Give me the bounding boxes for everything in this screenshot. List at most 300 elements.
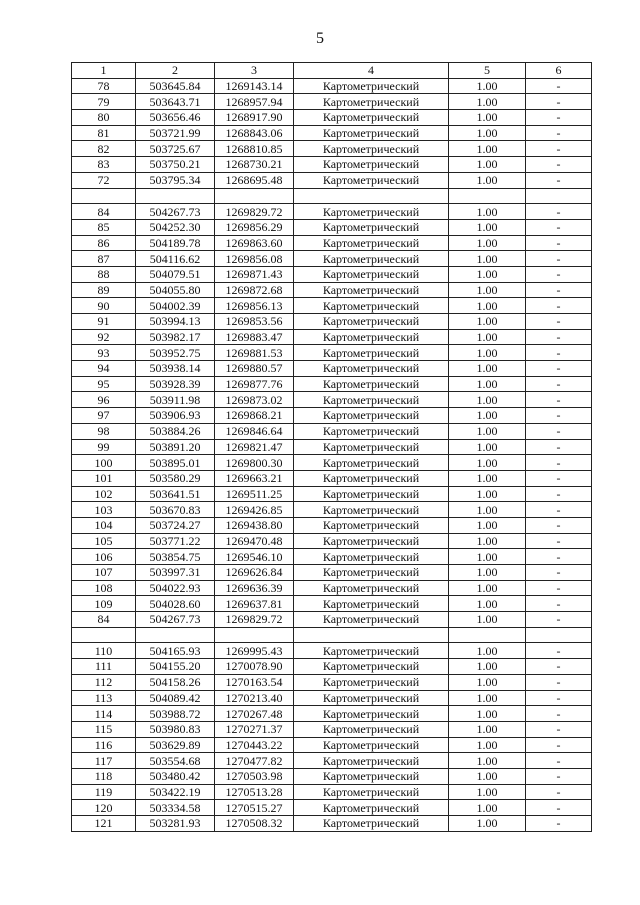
- accuracy-cell: 1.00: [449, 721, 526, 737]
- method-cell: Картометрический: [294, 470, 449, 486]
- point-number-cell: 100: [72, 455, 136, 471]
- table-row: [72, 517, 592, 533]
- accuracy-cell: 1.00: [449, 345, 526, 361]
- accuracy-cell: 1.00: [449, 533, 526, 549]
- x-coordinate-cell: 503952.75: [136, 345, 215, 361]
- table-row: [72, 251, 592, 267]
- y-coordinate-cell: 1269995.43: [215, 643, 294, 659]
- accuracy-cell: 1.00: [449, 251, 526, 267]
- y-coordinate-cell: 1269800.30: [215, 455, 294, 471]
- accuracy-cell: 1.00: [449, 376, 526, 392]
- method-cell: Картометрический: [294, 549, 449, 565]
- point-number-cell: 90: [72, 298, 136, 314]
- y-coordinate-cell: [215, 627, 294, 643]
- table-row: [72, 439, 592, 455]
- y-coordinate-cell: 1269856.29: [215, 219, 294, 235]
- y-coordinate-cell: 1270515.27: [215, 800, 294, 816]
- y-coordinate-cell: 1270513.28: [215, 784, 294, 800]
- x-coordinate-cell: 503906.93: [136, 408, 215, 424]
- y-coordinate-cell: 1270271.37: [215, 721, 294, 737]
- accuracy-cell: 1.00: [449, 172, 526, 188]
- table-row: [72, 266, 592, 282]
- point-number-cell: 117: [72, 753, 136, 769]
- column-header: 3: [215, 63, 294, 79]
- method-cell: [294, 188, 449, 204]
- method-cell: Картометрический: [294, 721, 449, 737]
- point-number-cell: 86: [72, 235, 136, 251]
- y-coordinate-cell: 1269438.80: [215, 517, 294, 533]
- x-coordinate-cell: 503641.51: [136, 486, 215, 502]
- description-cell: -: [526, 580, 592, 596]
- description-cell: -: [526, 204, 592, 220]
- y-coordinate-cell: 1269877.76: [215, 376, 294, 392]
- table-row: [72, 204, 592, 220]
- method-cell: Картометрический: [294, 266, 449, 282]
- accuracy-cell: 1.00: [449, 439, 526, 455]
- point-number-cell: 115: [72, 721, 136, 737]
- y-coordinate-cell: 1268957.94: [215, 94, 294, 110]
- point-number-cell: 83: [72, 157, 136, 173]
- description-cell: -: [526, 596, 592, 612]
- method-cell: Картометрический: [294, 94, 449, 110]
- table-row: [72, 282, 592, 298]
- description-cell: -: [526, 141, 592, 157]
- method-cell: Картометрический: [294, 596, 449, 612]
- y-coordinate-cell: 1268810.85: [215, 141, 294, 157]
- accuracy-cell: 1.00: [449, 800, 526, 816]
- y-coordinate-cell: 1268730.21: [215, 157, 294, 173]
- point-number-cell: 98: [72, 423, 136, 439]
- table-row: [72, 361, 592, 377]
- description-cell: -: [526, 314, 592, 330]
- table-row: [72, 533, 592, 549]
- table-row: [72, 502, 592, 518]
- description-cell: -: [526, 172, 592, 188]
- description-cell: -: [526, 439, 592, 455]
- y-coordinate-cell: 1268695.48: [215, 172, 294, 188]
- method-cell: Картометрический: [294, 251, 449, 267]
- y-coordinate-cell: [215, 188, 294, 204]
- point-number-cell: 89: [72, 282, 136, 298]
- point-number-cell: 113: [72, 690, 136, 706]
- y-coordinate-cell: 1269853.56: [215, 314, 294, 330]
- method-cell: Картометрический: [294, 408, 449, 424]
- table-row: [72, 470, 592, 486]
- point-number-cell: 99: [72, 439, 136, 455]
- accuracy-cell: 1.00: [449, 706, 526, 722]
- point-number-cell: 91: [72, 314, 136, 330]
- y-coordinate-cell: 1269868.21: [215, 408, 294, 424]
- y-coordinate-cell: 1269880.57: [215, 361, 294, 377]
- point-number-cell: 101: [72, 470, 136, 486]
- column-header: 2: [136, 63, 215, 79]
- method-cell: Картометрический: [294, 674, 449, 690]
- method-cell: Картометрический: [294, 486, 449, 502]
- y-coordinate-cell: 1269663.21: [215, 470, 294, 486]
- description-cell: -: [526, 282, 592, 298]
- description-cell: -: [526, 659, 592, 675]
- description-cell: -: [526, 549, 592, 565]
- method-cell: Картометрический: [294, 753, 449, 769]
- x-coordinate-cell: 504002.39: [136, 298, 215, 314]
- point-number-cell: 82: [72, 141, 136, 157]
- y-coordinate-cell: 1269856.08: [215, 251, 294, 267]
- description-cell: -: [526, 486, 592, 502]
- x-coordinate-cell: 503994.13: [136, 314, 215, 330]
- x-coordinate-cell: 504165.93: [136, 643, 215, 659]
- method-cell: Картометрический: [294, 125, 449, 141]
- method-cell: Картометрический: [294, 502, 449, 518]
- y-coordinate-cell: 1270163.54: [215, 674, 294, 690]
- y-coordinate-cell: 1269626.84: [215, 565, 294, 581]
- point-number-cell: 80: [72, 110, 136, 126]
- accuracy-cell: 1.00: [449, 361, 526, 377]
- x-coordinate-cell: 504158.26: [136, 674, 215, 690]
- x-coordinate-cell: 503281.93: [136, 816, 215, 832]
- accuracy-cell: 1.00: [449, 455, 526, 471]
- point-number-cell: 104: [72, 517, 136, 533]
- table-row: [72, 345, 592, 361]
- description-cell: -: [526, 266, 592, 282]
- x-coordinate-cell: [136, 188, 215, 204]
- method-cell: Картометрический: [294, 376, 449, 392]
- x-coordinate-cell: 504155.20: [136, 659, 215, 675]
- method-cell: Картометрический: [294, 533, 449, 549]
- accuracy-cell: 1.00: [449, 502, 526, 518]
- description-cell: -: [526, 94, 592, 110]
- description-cell: -: [526, 392, 592, 408]
- y-coordinate-cell: 1269881.53: [215, 345, 294, 361]
- x-coordinate-cell: 504189.78: [136, 235, 215, 251]
- table-row: [72, 392, 592, 408]
- method-cell: Картометрический: [294, 219, 449, 235]
- accuracy-cell: 1.00: [449, 549, 526, 565]
- point-number-cell: 93: [72, 345, 136, 361]
- table-row: [72, 125, 592, 141]
- accuracy-cell: 1.00: [449, 470, 526, 486]
- point-number-cell: 111: [72, 659, 136, 675]
- method-cell: Картометрический: [294, 361, 449, 377]
- x-coordinate-cell: 503554.68: [136, 753, 215, 769]
- point-number-cell: 84: [72, 204, 136, 220]
- accuracy-cell: 1.00: [449, 392, 526, 408]
- accuracy-cell: [449, 627, 526, 643]
- y-coordinate-cell: 1269872.68: [215, 282, 294, 298]
- point-number-cell: [72, 627, 136, 643]
- point-number-cell: 97: [72, 408, 136, 424]
- x-coordinate-cell: 503884.26: [136, 423, 215, 439]
- description-cell: -: [526, 376, 592, 392]
- accuracy-cell: 1.00: [449, 737, 526, 753]
- table-row: [72, 784, 592, 800]
- x-coordinate-cell: 503750.21: [136, 157, 215, 173]
- table-row: [72, 423, 592, 439]
- method-cell: Картометрический: [294, 580, 449, 596]
- method-cell: Картометрический: [294, 800, 449, 816]
- method-cell: Картометрический: [294, 157, 449, 173]
- method-cell: Картометрический: [294, 612, 449, 628]
- accuracy-cell: 1.00: [449, 612, 526, 628]
- x-coordinate-cell: 504267.73: [136, 204, 215, 220]
- accuracy-cell: 1.00: [449, 110, 526, 126]
- accuracy-cell: 1.00: [449, 235, 526, 251]
- method-cell: Картометрический: [294, 298, 449, 314]
- x-coordinate-cell: 503938.14: [136, 361, 215, 377]
- x-coordinate-cell: 504055.80: [136, 282, 215, 298]
- table-row: [72, 768, 592, 784]
- x-coordinate-cell: 504079.51: [136, 266, 215, 282]
- description-cell: -: [526, 643, 592, 659]
- x-coordinate-cell: 503725.67: [136, 141, 215, 157]
- table-row: [72, 596, 592, 612]
- method-cell: Картометрический: [294, 345, 449, 361]
- table-row: [72, 78, 592, 94]
- x-coordinate-cell: 503928.39: [136, 376, 215, 392]
- method-cell: Картометрический: [294, 392, 449, 408]
- description-cell: -: [526, 110, 592, 126]
- point-number-cell: 95: [72, 376, 136, 392]
- y-coordinate-cell: 1270477.82: [215, 753, 294, 769]
- y-coordinate-cell: 1268917.90: [215, 110, 294, 126]
- x-coordinate-cell: 504267.73: [136, 612, 215, 628]
- table-separator-row: [72, 627, 592, 643]
- point-number-cell: 108: [72, 580, 136, 596]
- point-number-cell: 121: [72, 816, 136, 832]
- x-coordinate-cell: 503629.89: [136, 737, 215, 753]
- x-coordinate-cell: 503795.34: [136, 172, 215, 188]
- description-cell: -: [526, 329, 592, 345]
- point-number-cell: 107: [72, 565, 136, 581]
- table-row: [72, 298, 592, 314]
- accuracy-cell: 1.00: [449, 674, 526, 690]
- table-row: [72, 141, 592, 157]
- point-number-cell: [72, 188, 136, 204]
- description-cell: -: [526, 706, 592, 722]
- description-cell: -: [526, 423, 592, 439]
- accuracy-cell: 1.00: [449, 219, 526, 235]
- point-number-cell: 120: [72, 800, 136, 816]
- accuracy-cell: 1.00: [449, 816, 526, 832]
- x-coordinate-cell: 503643.71: [136, 94, 215, 110]
- table-row: [72, 565, 592, 581]
- point-number-cell: 105: [72, 533, 136, 549]
- description-cell: -: [526, 753, 592, 769]
- y-coordinate-cell: 1269143.14: [215, 78, 294, 94]
- method-cell: Картометрический: [294, 235, 449, 251]
- point-number-cell: 96: [72, 392, 136, 408]
- point-number-cell: 109: [72, 596, 136, 612]
- point-number-cell: 110: [72, 643, 136, 659]
- table-header-row: [72, 63, 592, 79]
- method-cell: Картометрический: [294, 565, 449, 581]
- table-row: [72, 408, 592, 424]
- x-coordinate-cell: 503988.72: [136, 706, 215, 722]
- x-coordinate-cell: 504089.42: [136, 690, 215, 706]
- description-cell: -: [526, 737, 592, 753]
- x-coordinate-cell: 503670.83: [136, 502, 215, 518]
- y-coordinate-cell: 1269871.43: [215, 266, 294, 282]
- point-number-cell: 87: [72, 251, 136, 267]
- table-row: [72, 737, 592, 753]
- table-row: [72, 329, 592, 345]
- description-cell: -: [526, 235, 592, 251]
- accuracy-cell: 1.00: [449, 423, 526, 439]
- table-separator-row: [72, 188, 592, 204]
- accuracy-cell: 1.00: [449, 282, 526, 298]
- method-cell: Картометрический: [294, 204, 449, 220]
- y-coordinate-cell: 1269511.25: [215, 486, 294, 502]
- method-cell: [294, 627, 449, 643]
- y-coordinate-cell: 1270443.22: [215, 737, 294, 753]
- accuracy-cell: 1.00: [449, 157, 526, 173]
- table-row: [72, 674, 592, 690]
- x-coordinate-cell: 503854.75: [136, 549, 215, 565]
- x-coordinate-cell: 504022.93: [136, 580, 215, 596]
- description-cell: -: [526, 502, 592, 518]
- method-cell: Картометрический: [294, 110, 449, 126]
- description-cell: -: [526, 565, 592, 581]
- table-row: [72, 235, 592, 251]
- accuracy-cell: 1.00: [449, 690, 526, 706]
- method-cell: Картометрический: [294, 784, 449, 800]
- table-row: [72, 157, 592, 173]
- table-row: [72, 455, 592, 471]
- description-cell: -: [526, 408, 592, 424]
- accuracy-cell: 1.00: [449, 266, 526, 282]
- y-coordinate-cell: 1270213.40: [215, 690, 294, 706]
- point-number-cell: 84: [72, 612, 136, 628]
- description-cell: -: [526, 517, 592, 533]
- point-number-cell: 118: [72, 768, 136, 784]
- x-coordinate-cell: 503895.01: [136, 455, 215, 471]
- x-coordinate-cell: 503891.20: [136, 439, 215, 455]
- x-coordinate-cell: 504028.60: [136, 596, 215, 612]
- y-coordinate-cell: 1270078.90: [215, 659, 294, 675]
- description-cell: -: [526, 157, 592, 173]
- description-cell: -: [526, 690, 592, 706]
- description-cell: -: [526, 219, 592, 235]
- method-cell: Картометрический: [294, 423, 449, 439]
- point-number-cell: 116: [72, 737, 136, 753]
- y-coordinate-cell: 1270508.32: [215, 816, 294, 832]
- table-row: [72, 486, 592, 502]
- x-coordinate-cell: [136, 627, 215, 643]
- x-coordinate-cell: 503580.29: [136, 470, 215, 486]
- accuracy-cell: 1.00: [449, 517, 526, 533]
- table-row: [72, 110, 592, 126]
- accuracy-cell: 1.00: [449, 753, 526, 769]
- description-cell: -: [526, 674, 592, 690]
- y-coordinate-cell: 1269546.10: [215, 549, 294, 565]
- y-coordinate-cell: 1269470.48: [215, 533, 294, 549]
- description-cell: -: [526, 768, 592, 784]
- table-row: [72, 376, 592, 392]
- accuracy-cell: 1.00: [449, 408, 526, 424]
- table-row: [72, 753, 592, 769]
- x-coordinate-cell: 503724.27: [136, 517, 215, 533]
- point-number-cell: 72: [72, 172, 136, 188]
- accuracy-cell: 1.00: [449, 78, 526, 94]
- method-cell: Картометрический: [294, 517, 449, 533]
- column-header: 4: [294, 63, 449, 79]
- point-number-cell: 103: [72, 502, 136, 518]
- table-row: [72, 706, 592, 722]
- y-coordinate-cell: 1269846.64: [215, 423, 294, 439]
- x-coordinate-cell: 503645.84: [136, 78, 215, 94]
- point-number-cell: 85: [72, 219, 136, 235]
- point-number-cell: 88: [72, 266, 136, 282]
- table-row: [72, 816, 592, 832]
- point-number-cell: 78: [72, 78, 136, 94]
- y-coordinate-cell: 1269637.81: [215, 596, 294, 612]
- method-cell: Картометрический: [294, 78, 449, 94]
- accuracy-cell: 1.00: [449, 580, 526, 596]
- coordinates-table: [71, 62, 592, 832]
- point-number-cell: 102: [72, 486, 136, 502]
- accuracy-cell: 1.00: [449, 141, 526, 157]
- description-cell: [526, 188, 592, 204]
- y-coordinate-cell: 1269829.72: [215, 612, 294, 628]
- table-body: [72, 78, 592, 831]
- x-coordinate-cell: 504116.62: [136, 251, 215, 267]
- description-cell: -: [526, 533, 592, 549]
- y-coordinate-cell: 1269873.02: [215, 392, 294, 408]
- table-row: [72, 172, 592, 188]
- method-cell: Картометрический: [294, 816, 449, 832]
- table-row: [72, 612, 592, 628]
- y-coordinate-cell: 1270267.48: [215, 706, 294, 722]
- table-row: [72, 94, 592, 110]
- accuracy-cell: 1.00: [449, 125, 526, 141]
- method-cell: Картометрический: [294, 455, 449, 471]
- x-coordinate-cell: 503422.19: [136, 784, 215, 800]
- point-number-cell: 114: [72, 706, 136, 722]
- method-cell: Картометрический: [294, 314, 449, 330]
- method-cell: Картометрический: [294, 172, 449, 188]
- x-coordinate-cell: 503480.42: [136, 768, 215, 784]
- x-coordinate-cell: 503982.17: [136, 329, 215, 345]
- x-coordinate-cell: 503980.83: [136, 721, 215, 737]
- description-cell: -: [526, 78, 592, 94]
- description-cell: [526, 627, 592, 643]
- table-row: [72, 643, 592, 659]
- column-header: 6: [526, 63, 592, 79]
- table-row: [72, 219, 592, 235]
- y-coordinate-cell: 1269856.13: [215, 298, 294, 314]
- method-cell: Картометрический: [294, 282, 449, 298]
- column-header: 5: [449, 63, 526, 79]
- accuracy-cell: 1.00: [449, 329, 526, 345]
- y-coordinate-cell: 1268843.06: [215, 125, 294, 141]
- description-cell: -: [526, 125, 592, 141]
- accuracy-cell: 1.00: [449, 204, 526, 220]
- accuracy-cell: 1.00: [449, 565, 526, 581]
- table-row: [72, 690, 592, 706]
- method-cell: Картометрический: [294, 659, 449, 675]
- accuracy-cell: 1.00: [449, 659, 526, 675]
- accuracy-cell: 1.00: [449, 643, 526, 659]
- table-row: [72, 580, 592, 596]
- method-cell: Картометрический: [294, 141, 449, 157]
- table-row: [72, 721, 592, 737]
- description-cell: -: [526, 361, 592, 377]
- page-number: 5: [316, 30, 324, 47]
- accuracy-cell: [449, 188, 526, 204]
- table-row: [72, 659, 592, 675]
- point-number-cell: 106: [72, 549, 136, 565]
- x-coordinate-cell: 504252.30: [136, 219, 215, 235]
- y-coordinate-cell: 1270503.98: [215, 768, 294, 784]
